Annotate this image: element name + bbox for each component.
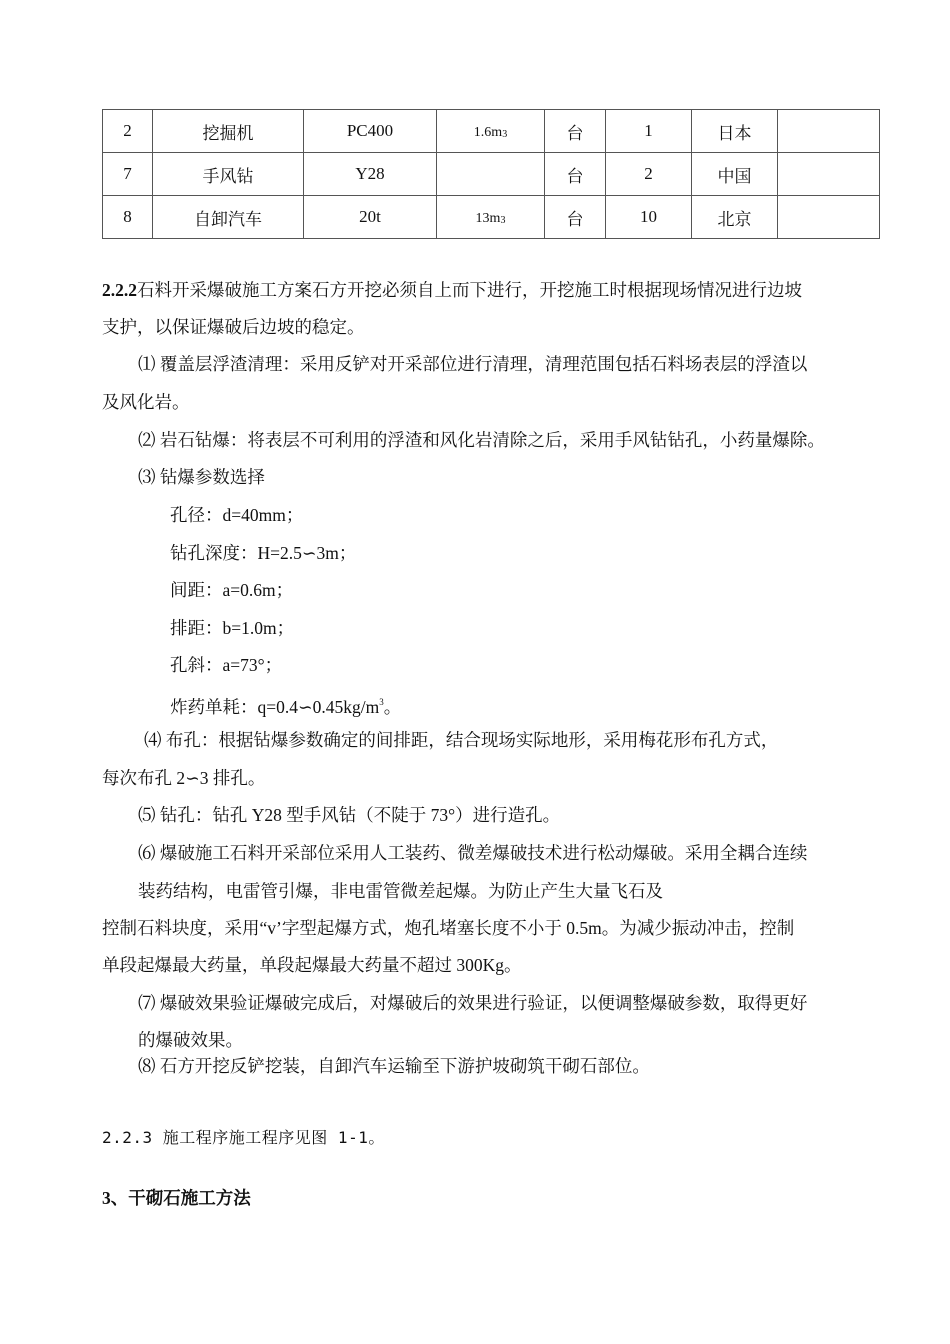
cell-remark [778,110,880,153]
item-7-line1: ⑺ 爆破效果验证爆破完成后，对爆破后的效果进行验证，以便调整爆破参数，取得更好 [138,993,808,1013]
section-3-heading: 3、干砌石施工方法 [102,1188,251,1208]
item-6-line2: 装药结构，电雷管引爆，非电雷管微差起爆。为防止产生大量飞石及 [138,881,663,901]
cell-unit: 台 [545,196,606,239]
cell-unit: 台 [545,153,606,196]
cell-no: 2 [103,110,153,153]
item-6-line1: ⑹ 爆破施工石料开采部位采用人工装药、微差爆破技术进行松动爆破。采用全耦合连续 [138,843,808,863]
cell-origin: 中国 [692,153,778,196]
cell-name: 挖掘机 [153,110,304,153]
param-spacing: 间距：a=0.6m； [170,580,294,600]
item-3: ⑶ 钻爆参数选择 [138,467,265,487]
item-4-line1: ⑷ 布孔：根据钻爆参数确定的间排距，结合现场实际地形，采用梅花形布孔方式， [144,730,779,750]
section-223: 2.2.3 施工程序施工程序见图 1-1。 [102,1128,385,1147]
item-4-line2: 每次布孔 2∽3 排孔。 [102,768,266,788]
table-row [103,110,880,153]
item-1-line2: 及风化岩。 [102,392,190,412]
section-222-number: 2.2.2 [102,280,137,300]
capacity-unit-exp: 3 [500,215,506,226]
table-row [103,153,880,196]
param-inclination: 孔斜：a=73°； [170,655,283,675]
item-7-line2: 的爆破效果。 [138,1030,243,1050]
cell-no: 8 [103,196,153,239]
capacity-value: 13m [475,211,501,226]
section-222-text: 石料开采爆破施工方案石方开挖必须自上而下进行，开挖施工时根据现场情况进行边坡 [137,280,802,300]
param-hole-diameter: 孔径：d=40mm； [170,505,304,525]
cell-capacity [437,196,545,239]
item-8: ⑻ 石方开挖反铲挖装，自卸汽车运输至下游护坡砌筑干砌石部位。 [138,1056,650,1076]
cell-unit: 台 [545,110,606,153]
cell-origin: 北京 [692,196,778,239]
cell-capacity [437,110,545,153]
cell-remark [778,153,880,196]
cell-qty: 1 [606,110,692,153]
item-6-line4: 单段起爆最大药量，单段起爆最大药量不超过 300Kg。 [102,955,522,975]
cell-qty: 10 [606,196,692,239]
param-row-spacing: 排距：b=1.0m； [170,618,295,638]
item-1-line1: ⑴ 覆盖层浮渣清理：采用反铲对开采部位进行清理，清理范围包括石料场表层的浮渣以 [138,354,808,374]
table-row [103,196,880,239]
cell-model: Y28 [304,153,437,196]
cell-name: 自卸汽车 [153,196,304,239]
section-222-line2: 支护，以保证爆破后边坡的稳定。 [102,317,365,337]
cell-capacity [437,153,545,196]
item-5: ⑸ 钻孔：钻孔 Y28 型手风钻（不陡于 73°）进行造孔。 [138,805,561,825]
cell-origin: 日本 [692,110,778,153]
cell-model: 20t [304,196,437,239]
param-charge-exp: 3 [379,697,384,707]
cell-no: 7 [103,153,153,196]
cell-qty: 2 [606,153,692,196]
capacity-unit-exp: 3 [502,129,508,140]
item-6-line3: 控制石料块度，采用“v’字型起爆方式，炮孔堵塞长度不小于 0.5m。为减少振动冲击，控制 [102,918,795,938]
equipment-table [102,109,880,239]
item-2: ⑵ 岩石钻爆：将表层不可利用的浮渣和风化岩清除之后，采用手风钻钻孔，小药量爆除。 [138,430,825,450]
capacity-value: 1.6m [473,125,503,140]
cell-name: 手风钻 [153,153,304,196]
param-charge-text: 炸药单耗：q=0.4∽0.45kg/m [170,697,380,717]
param-charge [170,690,401,719]
cell-remark [778,196,880,239]
param-hole-depth: 钻孔深度：H=2.5∽3m； [170,543,357,563]
section-222-line1 [102,278,802,302]
param-charge-end: 。 [383,697,402,717]
cell-model: PC400 [304,110,437,153]
